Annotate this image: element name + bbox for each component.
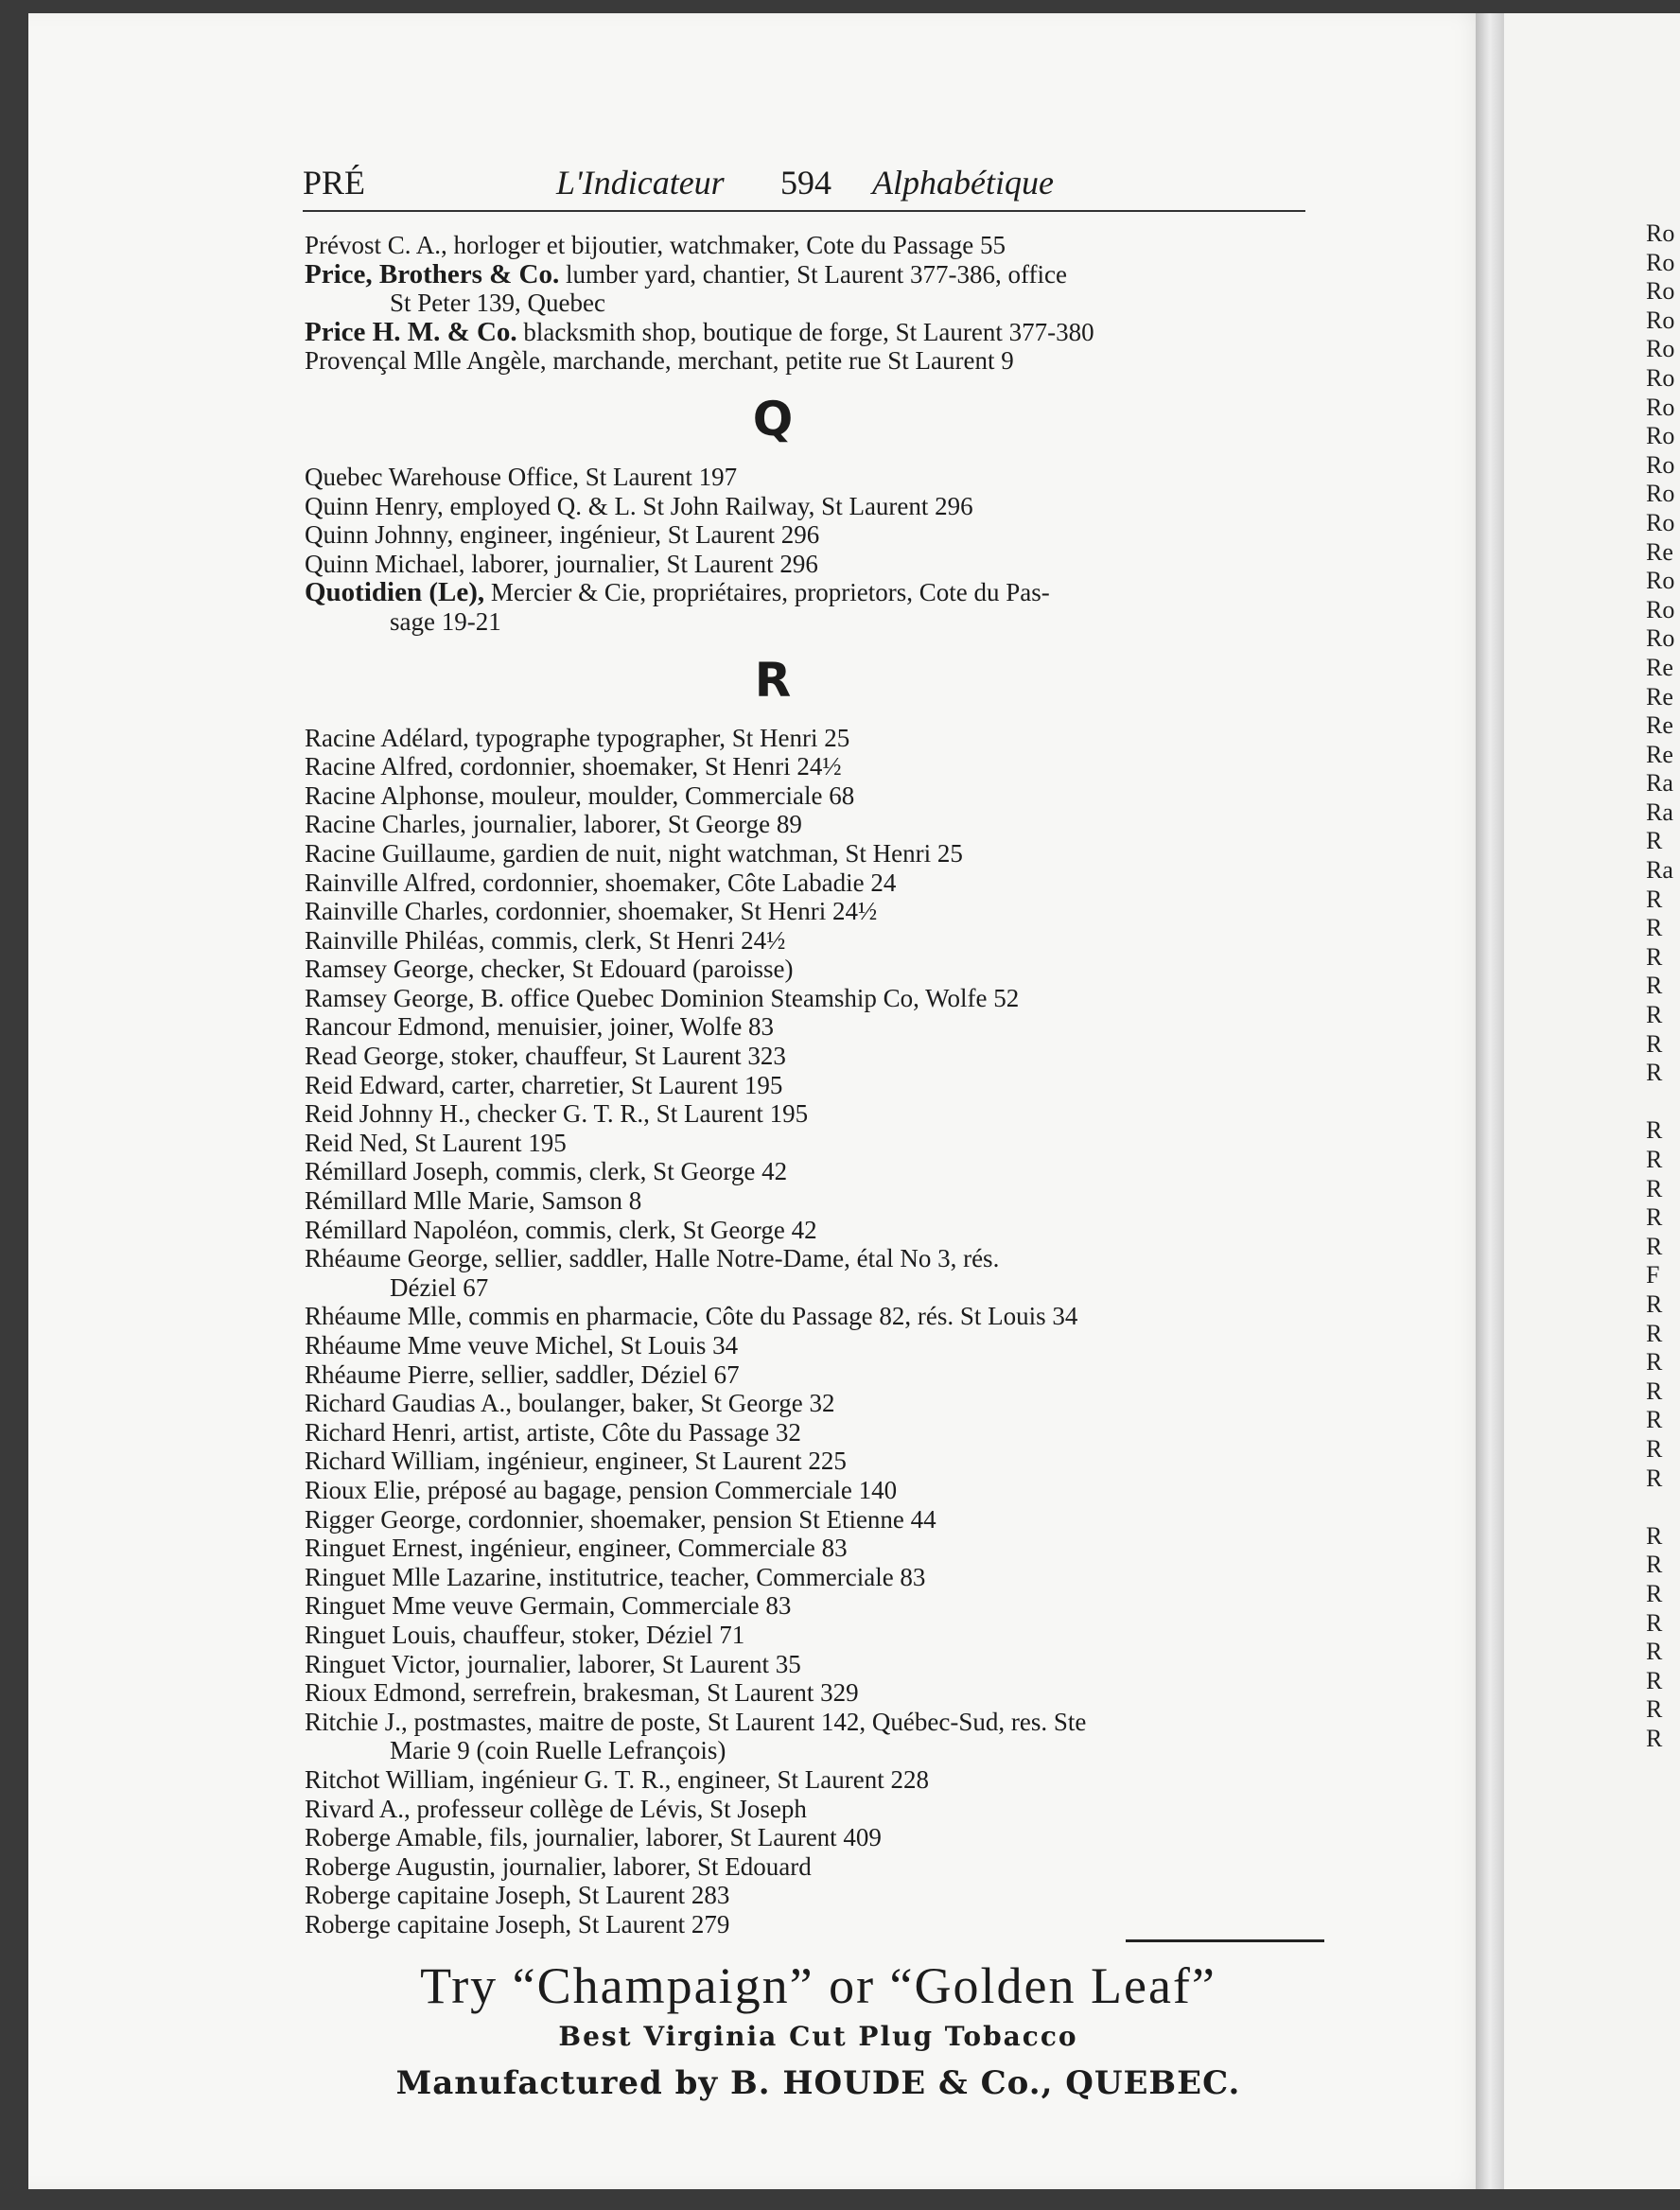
adjacent-page-fragment: Ro xyxy=(1646,219,1675,247)
adjacent-page-fragment: Ro xyxy=(1646,595,1675,623)
adjacent-page-fragment: Ro xyxy=(1646,335,1675,363)
adjacent-page-fragment: R xyxy=(1646,1434,1663,1463)
adjacent-page-edge xyxy=(1504,13,1680,2189)
adjacent-page-fragment: R xyxy=(1646,1289,1663,1318)
directory-entry xyxy=(305,346,1326,376)
adjacent-page-fragment: Ro xyxy=(1646,248,1675,276)
entry-text: Ringuet Mme veuve Germain, Commerciale 83 xyxy=(305,1591,792,1621)
header-title-right: Alphabétique xyxy=(872,164,1054,202)
section-letter-r: R xyxy=(754,652,792,708)
adjacent-page-fragment: F xyxy=(1646,1261,1660,1289)
header-rule xyxy=(303,210,1305,212)
entry-text: Rémillard Napoléon, commis, clerk, St George 42 xyxy=(305,1215,817,1244)
entry-text: Racine Guillaume, gardien de nuit, night watchman, St Henri 25 xyxy=(305,838,963,868)
directory-entry xyxy=(305,897,1326,926)
entry-text: Racine Adélard, typographe typographer, St Henri 25 xyxy=(305,723,850,752)
entry-text: Reid Edward, carter, charretier, St Laurent 195 xyxy=(305,1070,783,1099)
directory-entry xyxy=(305,1418,1326,1447)
directory-entry xyxy=(305,520,1326,550)
entry-text: Ritchie J., postmastes, maitre de poste, St Laurent 142, Québec-Sud, res. Ste xyxy=(305,1707,1087,1736)
advert-manufacturer: Manufactured by B. HOUDE & Co., QUEBEC. xyxy=(395,2064,1241,2102)
entry-text: Reid Johnny H., checker G. T. R., St Laurent 195 xyxy=(305,1099,809,1129)
adjacent-page-fragment: R xyxy=(1646,1116,1663,1145)
adjacent-page-fragment: R xyxy=(1646,1146,1663,1173)
adjacent-page-fragment: R xyxy=(1646,885,1663,913)
directory-entry xyxy=(305,1563,1326,1592)
directory-entry xyxy=(305,492,1326,521)
entry-text: Provençal Mlle Angèle, marchande, merchant, petite rue St Laurent 9 xyxy=(305,346,1014,376)
entry-continuation: Déziel 67 xyxy=(390,1272,489,1302)
adjacent-page-fragment: R xyxy=(1646,1029,1663,1058)
adjacent-page-fragment: Ro xyxy=(1646,508,1675,536)
entry-text: Rhéaume George, sellier, saddler, Halle Notre-Dame, étal No 3, rés. xyxy=(305,1244,1000,1273)
adjacent-page-fragment: Ro xyxy=(1646,277,1675,306)
entry-text: Roberge Augustin, journalier, laborer, St Edouard xyxy=(305,1851,812,1881)
entry-text: Racine Alphonse, mouleur, moulder, Commerciale 68 xyxy=(305,781,855,810)
entry-text: Ringuet Louis, chauffeur, stoker, Déziel 71 xyxy=(305,1620,745,1649)
adjacent-page-fragment: R xyxy=(1646,1203,1663,1232)
adjacent-page-fragment: R xyxy=(1646,1377,1663,1405)
entry-text: Racine Charles, journalier, laborer, St George 89 xyxy=(305,810,802,839)
directory-entry xyxy=(305,724,1326,753)
directory-entry xyxy=(305,1476,1326,1505)
entry-text: Rancour Edmond, menuisier, joiner, Wolfe 83 xyxy=(305,1012,775,1042)
entry-text: Ritchot William, ingénieur G. T. R., engineer, St Laurent 228 xyxy=(305,1764,929,1794)
directory-entry xyxy=(305,578,1326,636)
directory-entry xyxy=(305,1012,1326,1042)
entry-text: Quinn Henry, employed Q. & L. St John Railway, St Laurent 296 xyxy=(305,491,973,520)
directory-entry xyxy=(305,318,1326,347)
adjacent-page-fragment: R xyxy=(1646,1724,1663,1752)
entry-firm-name: Price, Brothers & Co. xyxy=(305,258,560,289)
directory-entry xyxy=(305,1795,1326,1824)
directory-entry xyxy=(305,1591,1326,1621)
adjacent-page-fragment: R xyxy=(1646,1579,1663,1607)
directory-entry xyxy=(305,1765,1326,1795)
entry-firm-name: Price H. M. & Co. xyxy=(305,316,517,347)
adjacent-page-fragment: R xyxy=(1646,1406,1663,1434)
entries-r xyxy=(305,724,1326,1939)
directory-entry xyxy=(305,926,1326,956)
entry-text: Ramsey George, checker, St Edouard (paroisse) xyxy=(305,955,794,984)
directory-entry xyxy=(305,1678,1326,1708)
section-label: PRÉ xyxy=(303,164,366,202)
book-spine xyxy=(1476,13,1504,2189)
advert-rule xyxy=(1126,1939,1324,1942)
directory-entry xyxy=(305,1360,1326,1390)
entry-text: Roberge capitaine Joseph, St Laurent 279 xyxy=(305,1909,730,1938)
directory-entry xyxy=(305,1910,1326,1939)
directory-entry xyxy=(305,1216,1326,1245)
entry-text: Rigger George, cordonnier, shoemaker, pension St Etienne 44 xyxy=(305,1504,936,1534)
directory-entry xyxy=(305,1708,1326,1765)
book-page xyxy=(28,13,1496,2189)
adjacent-page-fragment: Ro xyxy=(1646,393,1675,421)
adjacent-page-fragment: R xyxy=(1646,914,1663,942)
adjacent-page-fragment: Ro xyxy=(1646,624,1675,653)
adjacent-page-fragment: Ro xyxy=(1646,306,1675,334)
entry-text: Rioux Edmond, serrefrein, brakesman, St Laurent 329 xyxy=(305,1678,859,1708)
adjacent-page-fragment: R xyxy=(1646,942,1663,971)
directory-entry xyxy=(305,1389,1326,1418)
entry-text: Rivard A., professeur collège de Lévis, St Joseph xyxy=(305,1794,807,1823)
entries-q xyxy=(305,463,1326,637)
directory-entry xyxy=(305,1881,1326,1910)
entry-text: Rémillard Joseph, commis, clerk, St George 42 xyxy=(305,1157,788,1186)
entry-continuation: sage 19-21 xyxy=(390,606,501,636)
entry-text: Quebec Warehouse Office, St Laurent 197 xyxy=(305,462,738,491)
entry-text: Quinn Michael, laborer, journalier, St Laurent 296 xyxy=(305,549,818,578)
page-header xyxy=(303,163,1305,204)
directory-entry xyxy=(305,1505,1326,1535)
entry-text: Richard Gaudias A., boulanger, baker, St George 32 xyxy=(305,1389,835,1418)
adjacent-page-fragment: R xyxy=(1646,1464,1663,1492)
adjacent-page-fragment: R xyxy=(1646,1319,1663,1347)
section-letter-q: Q xyxy=(752,391,794,447)
entry-text: Prévost C. A., horloger et bijoutier, watchmaker, Cote du Passage 55 xyxy=(305,231,1006,259)
header-title-left: L'Indicateur xyxy=(556,164,725,202)
directory-entry xyxy=(305,1244,1326,1302)
adjacent-page-fragment: R xyxy=(1646,1551,1663,1579)
adjacent-page-fragment: R xyxy=(1646,972,1663,1000)
directory-entry xyxy=(305,1823,1326,1852)
entry-text: blacksmith shop, boutique de forge, St Laurent 377-380 xyxy=(516,317,1094,346)
entry-text: Quinn Johnny, engineer, ingénieur, St Laurent 296 xyxy=(305,520,820,550)
entries-p xyxy=(305,231,1326,376)
adjacent-page-fragment: Ro xyxy=(1646,450,1675,479)
entry-continuation: St Peter 139, Quebec xyxy=(390,289,605,318)
entry-text: Roberge capitaine Joseph, St Laurent 283 xyxy=(305,1881,730,1910)
entry-text: Rainville Alfred, cordonnier, shoemaker, Côte Labadie 24 xyxy=(305,868,897,897)
adjacent-page-fragment: Re xyxy=(1646,653,1673,681)
adjacent-page-fragment: Ra xyxy=(1646,798,1673,826)
entry-text: Ringuet Victor, journalier, laborer, St Laurent 35 xyxy=(305,1649,801,1678)
directory-entry xyxy=(305,463,1326,492)
directory-entry xyxy=(305,1447,1326,1476)
directory-entry xyxy=(305,1129,1326,1158)
entry-text: Mercier & Cie, propriétaires, proprietors, Cote du Pas- xyxy=(484,578,1050,607)
entry-text: Racine Alfred, cordonnier, shoemaker, St Henri 24½ xyxy=(305,752,842,781)
entry-text: Rioux Elie, préposé au bagage, pension Commerciale 140 xyxy=(305,1475,898,1504)
adjacent-page-fragment: R xyxy=(1646,1348,1663,1377)
page-number: 594 xyxy=(780,164,831,202)
entry-text: Rainville Charles, cordonnier, shoemaker, St Henri 24½ xyxy=(305,897,878,926)
adjacent-page-fragment: Ra xyxy=(1646,769,1673,798)
directory-entry xyxy=(305,1186,1326,1216)
directory-entry xyxy=(305,868,1326,898)
adjacent-page-fragment: R xyxy=(1646,1608,1663,1637)
directory-listing xyxy=(305,231,1326,1938)
adjacent-page-fragment: R xyxy=(1646,1001,1663,1029)
entry-text: Rémillard Mlle Marie, Samson 8 xyxy=(305,1186,642,1216)
entry-continuation: Marie 9 (coin Ruelle Lefrançois) xyxy=(390,1736,726,1765)
entry-text: Rhéaume Pierre, sellier, saddler, Déziel 67 xyxy=(305,1359,740,1389)
entry-text: Rainville Philéas, commis, clerk, St Henri 24½ xyxy=(305,925,786,955)
advert-headline: Try “Champaign” or “Golden Leaf” xyxy=(420,1957,1216,2014)
advert-subline: Best Virginia Cut Plug Tobacco xyxy=(558,2021,1078,2052)
directory-entry xyxy=(305,1302,1326,1331)
adjacent-page-fragment: R xyxy=(1646,1174,1663,1202)
directory-entry xyxy=(305,752,1326,781)
entry-firm-name: Quotidien (Le), xyxy=(305,577,485,608)
entry-text: Read George, stoker, chauffeur, St Laurent 323 xyxy=(305,1042,786,1071)
entry-text: Richard William, ingénieur, engineer, St Laurent 225 xyxy=(305,1447,847,1476)
adjacent-page-fragment: R xyxy=(1646,1232,1663,1260)
adjacent-page-fragment: R xyxy=(1646,1638,1663,1666)
adjacent-page-fragment: R xyxy=(1646,1521,1663,1550)
adjacent-page-fragment: Ro xyxy=(1646,363,1675,392)
adjacent-page-fragment: R xyxy=(1646,1059,1663,1087)
directory-entry xyxy=(305,984,1326,1013)
directory-entry xyxy=(305,839,1326,868)
adjacent-page-fragment: Ro xyxy=(1646,567,1675,595)
entry-text: Rhéaume Mme veuve Michel, St Louis 34 xyxy=(305,1331,739,1359)
adjacent-page-fragment xyxy=(1646,1088,1674,1117)
adjacent-page-fragment: Re xyxy=(1646,711,1673,740)
adjacent-page-fragment: Ro xyxy=(1646,422,1675,450)
directory-entry xyxy=(305,810,1326,839)
directory-entry xyxy=(305,1099,1326,1129)
directory-entry xyxy=(305,1650,1326,1679)
adjacent-page-text xyxy=(1646,219,1674,1753)
directory-entry xyxy=(305,1071,1326,1100)
adjacent-page-fragment: Re xyxy=(1646,537,1673,566)
entry-text: Ringuet Mlle Lazarine, institutrice, teacher, Commerciale 83 xyxy=(305,1562,926,1591)
directory-entry xyxy=(305,260,1326,318)
entry-text: Roberge Amable, fils, journalier, laborer, St Laurent 409 xyxy=(305,1823,882,1852)
entry-text: Reid Ned, St Laurent 195 xyxy=(305,1128,567,1157)
adjacent-page-fragment: Ro xyxy=(1646,480,1675,508)
adjacent-page-fragment: R xyxy=(1646,827,1663,855)
adjacent-page-fragment: Re xyxy=(1646,740,1673,768)
adjacent-page-fragment: Ra xyxy=(1646,856,1673,885)
directory-entry xyxy=(305,1621,1326,1650)
adjacent-page-fragment: Re xyxy=(1646,682,1673,710)
directory-entry xyxy=(305,1042,1326,1071)
entry-text: Rhéaume Mlle, commis en pharmacie, Côte du Passage 82, rés. St Louis 34 xyxy=(305,1302,1078,1331)
directory-entry xyxy=(305,955,1326,984)
adjacent-page-fragment: R xyxy=(1646,1695,1663,1724)
entry-text: Ramsey George, B. office Quebec Dominion Steamship Co, Wolfe 52 xyxy=(305,983,1020,1012)
tobacco-advertisement xyxy=(312,1955,1324,2110)
entry-text: lumber yard, chantier, St Laurent 377-386, office xyxy=(559,259,1067,289)
adjacent-page-fragment: R xyxy=(1646,1666,1663,1694)
entry-text: Ringuet Ernest, ingénieur, engineer, Commerciale 83 xyxy=(305,1534,848,1563)
entry-text: Richard Henri, artist, artiste, Côte du Passage 32 xyxy=(305,1417,801,1447)
directory-entry xyxy=(305,231,1326,260)
directory-entry xyxy=(305,550,1326,579)
directory-entry xyxy=(305,1331,1326,1360)
directory-entry xyxy=(305,1534,1326,1563)
directory-entry xyxy=(305,781,1326,811)
adjacent-page-fragment xyxy=(1646,1493,1674,1522)
directory-entry xyxy=(305,1852,1326,1882)
directory-entry xyxy=(305,1157,1326,1186)
